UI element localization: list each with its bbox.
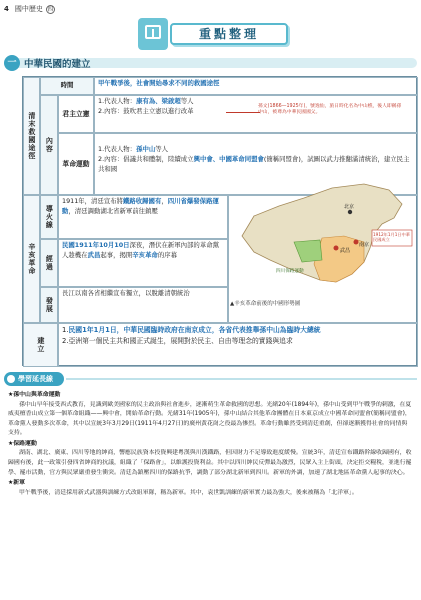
time-value: 甲午戰爭後，社會開始尋求不同的救國途徑 [94,77,418,95]
sichuan-label: 四川保路運動 [276,269,304,274]
reform-label: 君主立憲 [58,95,94,133]
legend-title: 1912年1月1日中華民國成立 [373,232,410,243]
annotation-note: 孫文(1866—1925年)，號逸仙，旅日時化名為中山樵，後人即稱孫中山，被尊為中華民國國父。 [258,104,402,116]
section-number: 一 [4,55,20,71]
ext-sub-title-1: ★孫中山與革命運動 [8,392,61,398]
founding-content: 1.民國1年1月1日，中華民國臨時政府在南京成立，各省代表推舉孫中山為臨時大總統 2.亞洲第一個民主共和國正式誕生，展開對於民主、自由等理念的實踐與追求 [58,323,418,367]
side-label-qing: 清末救國途徑 [23,77,40,195]
wuchang-marker [334,246,339,251]
page-header [4,3,417,15]
extension-title: 學習延長線 [4,372,64,386]
book-icon [138,18,168,50]
beijing-label: 北京 [344,204,355,210]
wuchang-label: 武昌 [340,248,351,254]
nanjing-marker [354,240,359,245]
annotation-pointer [226,112,260,113]
process-label: 經過 [40,239,58,287]
col-time-label: 時間 [40,77,94,95]
subject-label: 國中歷史 [14,5,43,13]
content-label: 內容 [40,95,58,195]
ext-paragraph-1: 孫中山早年接受西式教育，見識到歐美國家的民主政治與社會進步，逐漸萌生革命救國的思想。光緒20年(1894年)，孫中山受到甲午戰爭的刺激，在夏威夷檀香山成立第一個革命組織——興中會，開始革命行動。光緒31年(1905年)，孫中山結合其他革命團體在日本東京成立中國革命同盟會(簡稱同盟會)，革命黨人發動多次革命，其中以宣統3年3月29日(1911年4月27日)的廣州黃花崗之役最為慘烈。革命行動雖然受到清廷重創，但卻逐漸獲得社會的同情與支持。 [8,401,412,437]
fuse-content: 1911年，清廷宣布將鐵路收歸國有，四川省爆發保路運動，清廷調動湖北省新軍前往鎮壓 [58,195,228,239]
founding-label: 建立 [23,323,58,367]
volume-badge: 四 [47,6,54,13]
fuse-label: 導火線 [40,195,58,239]
ext-sub-title-3: ★新軍 [8,480,26,487]
china-map [224,176,416,306]
title-banner [138,18,298,50]
section-title: 中華民國的建立 [24,59,91,70]
revolution-content: 1.代表人物：孫中山等人 2.內容：倡議共和體制，陸續成立興中會、中國革命同盟會(簡稱同盟會)，試圖以武力推翻滿清統治，建立民主共和國 [94,133,418,195]
extension-body [8,390,413,498]
section-heading [4,55,417,71]
extension-heading [4,372,417,386]
nanjing-label: 南京 [359,242,370,248]
ext-paragraph-3: 甲午戰爭後，清廷採用新式武器與訓練方式改組軍隊，稱為新軍。其中，袁世凱訓練的新軍實力最為強大，後來被稱為「北洋軍」。 [19,489,358,496]
revolution-label: 革命運動 [58,133,94,195]
reform-content: 1.代表人物：康有為、梁啟超等人 2.內容：鼓吹君主立憲以進行改革 [94,95,418,133]
beijing-marker [348,210,352,214]
development-content: 長江以南各省相繼宣布獨立，以脫離清朝統治 [58,287,228,323]
banner-title: 重點整理 [170,23,288,45]
page-number: 4 [4,5,9,13]
map-caption: ▲辛亥革命前後的中國形勢圖 [230,301,301,307]
ext-paragraph-2: 湖南、湖北、廣東、四川等地的紳商，響應民族資本投資興建粵漢與川漢鐵路，但因財力不足導致進度緩慢。宣統3年，清廷宣布鐵路幹線收歸國有，收歸國有後，此一政策引發四省紳商的抗議，組織了「保路會」，以維護投資利益。其中以四川紳民反彈最為激烈，民眾入主上街頭，決定拒交糧稅，並進行罷學、罷市活動，官方與民眾嚴重發生衝突。清廷為鎮壓四川的保路抗爭，調動了部分湖北新軍到四川。新軍的外調，加速了湖北地區革命黨人起事的決心。 [8,450,412,476]
development-label: 發展 [40,287,58,323]
process-content: 民國1911年10月10日深夜，潛伏在新軍內部的革命黨人趁機在武昌起事，揭開辛亥革命的序幕 [58,239,228,287]
side-label-xinhai: 辛亥革命 [23,195,40,323]
ext-sub-title-2: ★保路運動 [8,440,37,447]
